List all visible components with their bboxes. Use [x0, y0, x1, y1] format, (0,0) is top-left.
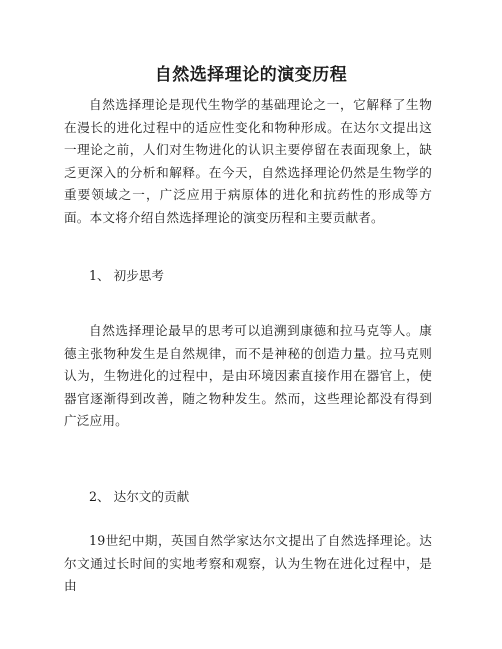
section-paragraph-darwin-contribution: 19世纪中期，英国自然学家达尔文提出了自然选择理论。达尔文通过长时间的实地考察和观察，认为生物在进化过程中，是由: [64, 533, 432, 593]
section-paragraph-initial-thoughts: 自然选择理论最早的思考可以追溯到康德和拉马克等人。康德主张物种发生是自然规律，而不是神秘的创造力量。拉马克则认为，生物进化的过程中，是由环境因素直接作用在器官上，使器官逐渐得到改善，随之物种发生。然而，这些理论都没有得到广泛应用。: [64, 323, 432, 428]
document-title: 自然选择理论的演变历程: [154, 65, 348, 85]
section-heading-initial-thoughts: 1、 初步思考: [89, 268, 164, 283]
intro-paragraph: 自然选择理论是现代生物学的基础理论之一，它解释了生物在漫长的进化过程中的适应性变化和物种形成。在达尔文提出这一理论之前，人们对生物进化的认识主要停留在表面现象上，缺乏更深入的分析和解释。在今天，自然选择理论仍然是生物学的重要领域之一，广泛应用于病原体的进化和抗药性的形成等方面。本文将介绍自然选择理论的演变历程和主要贡献者。: [64, 97, 432, 225]
section-heading-darwin-contribution: 2、 达尔文的贡献: [89, 489, 190, 504]
